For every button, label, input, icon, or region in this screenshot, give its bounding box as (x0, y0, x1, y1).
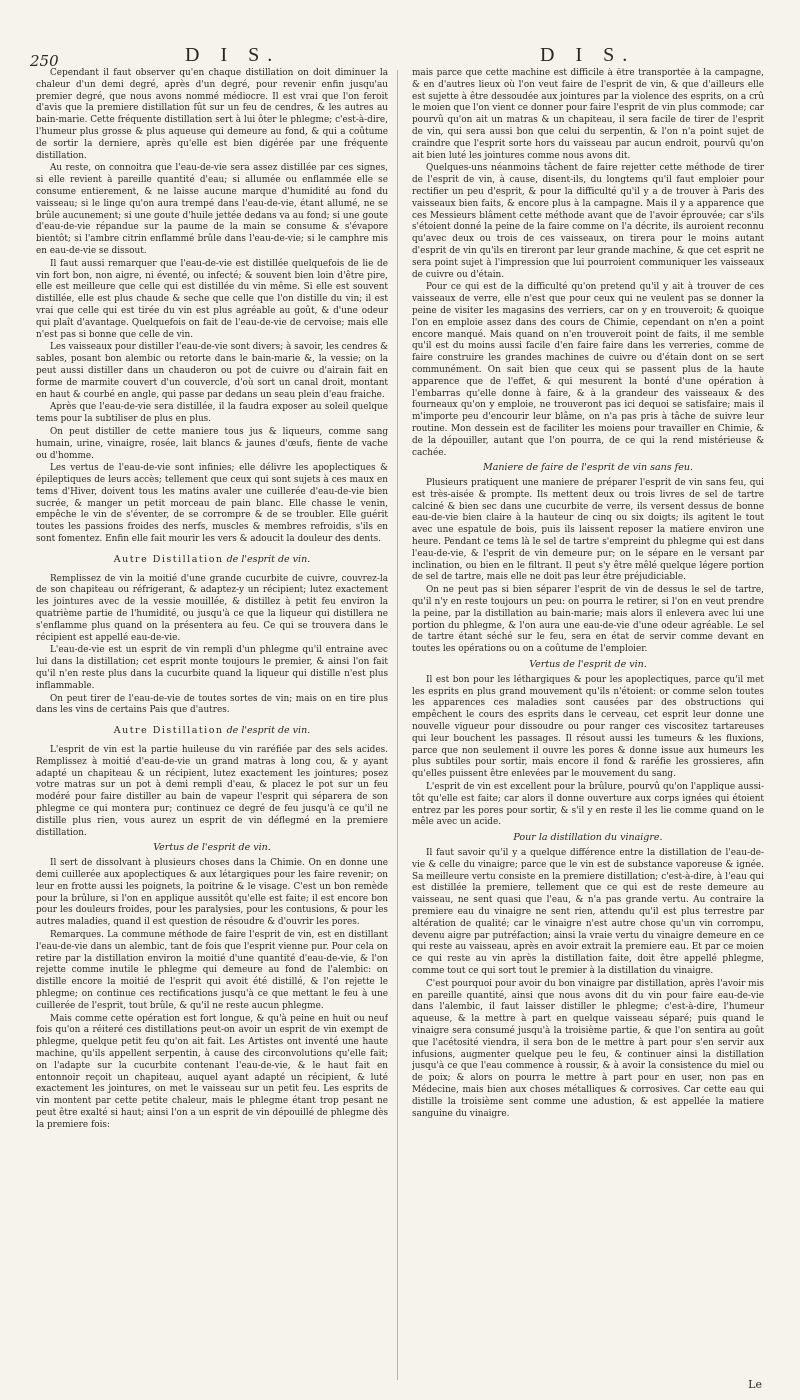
paragraph: Au reste, on connoitra que l'eau-de-vie sera assez distillée par ces signes, si elle revient à pareille quantité d'eau; si allumée ou enflammée elle se consume entierement, & ne laisse aucune marque d'humidité au fond du vaisseau; si le linge qu'on aura trempé dans l'eau-de-vie, étant allumé, ne se brûle aucunement; si une goute d'huile jettée dedans va au fond; si une goute d'eau-de-vie répandue sur la paume de la main se consume & s'évapore bientôt; si l'ambre citrin enflammé brûle dans l'eau-de-vie; si le camphre mis en eau-de-vie se dissout. (36, 163, 388, 256)
paragraph: C'est pourquoi pour avoir du bon vinaigre par distillation, après l'avoir mis en pareille quantité, ainsi que nous avons dit du vin pour faire eau-de-vie dans l'alembic, il faut laisser distiller le phlegme; c'est-à-dire, l'humeur aqueuse, & la mettre à part en quelque vaisseau séparé; puis quand le vinaigre sera consumé jusqu'à la troisième partie, & que l'on sentira au goût que l'acétosité viendra, il sera bon de le mettre à part pour s'en servir aux infusions, augmenter quelque peu le feu, & continuer ainsi la distillation jusqu'à ce que l'eau commence à roussir, & à avoir la consistence du miel ou de poix; & alors on pourra le mettre à part pour en user, non pas en Médecine, mais bien aux choses métalliques & corrosives. Car cette eau qui distille la troisième sent comme une adustion, & est appellée la matiere sanguine du vinaigre. (412, 978, 764, 1119)
section-heading (36, 725, 388, 737)
paragraph: L'esprit de vin est la partie huileuse du vin raréfiée par des sels acides. Remplissez à moitié d'eau-de-vie un grand matras à long cou, & y ayant adapté un chapiteau & un récipient, lutez exactement les jointures; posez votre matras sur un pot à demi rempli d'eau, & placez le pot sur un feu modéré pour faire distiller au bain de vapeur l'esprit qui séparera de son phlegme ce qui montera pur; continuez ce degré de feu jusqu'à ce qu'il ne distille plus rien, vous aurez un esprit de vin déflegmé en la premiere distillation. (36, 745, 388, 838)
page-number: 250 (30, 52, 59, 70)
running-head-left: D I S. (185, 44, 281, 66)
paragraph: Remplissez de vin la moitié d'une grande cucurbite de cuivre, couvrez-la de son chapiteau ou réfrigerant, & adaptez-y un récipient; lutez exactement les jointures avec de la vessie mouillée, & distillez à petit feu environ la quatrième partie de l'humidité, ou jusqu'à ce que la liqueur qui distillera ne s'enflamme plus quand on la présentera au feu. Ce qui se trouvera dans le récipient est appellé eau-de-vie. (36, 573, 388, 643)
right-text-column (412, 68, 764, 1386)
section-heading (36, 554, 388, 566)
paragraph: Il est bon pour les léthargiques & pour les apoplectiques, parce qu'il met les esprits en plus grand mouvement qu'ils n'étoient: or comme selon toutes les apparences ces maladies sont causées par des obstructions qui empêchent le cours des esprits dans le cerveau, cet esprit leur donne une nouvelle vigueur pour dissoudre ou pour ranger ces viscositez tartareuses qui leur bouchent les passages. Il résout aussi les tumeurs & les fluxions, parce que non seulement il ouvre les pores & donne issue aux humeurs les plus subtiles pour sortir, mais encore il fond & raréfie les grossieres, afin qu'elles puissent être enlevées par le mouvement du sang. (412, 674, 764, 780)
paragraph: Plusieurs pratiquent une maniere de préparer l'esprit de vin sans feu, qui est très-aisée & prompte. Ils mettent deux ou trois livres de sel de tartre calciné & bien sec dans une cucurbite de verre, ils versent dessus de bonne eau-de-vie bien claire à la hauteur de cinq ou six doigts; ils agitent le tout avec une espatule de bois, puis ils laissent reposer la matiere environ une heure. Pendant ce tems là le sel de tartre s'empreint du phlegme qui est dans l'eau-de-vie, & l'esprit de vin demeure pur; on le sépare en le versant par inclination, ou bien en le filtrant. Il peut s'y être mêlé quelque légere portion de sel de tartre, mais elle ne doit pas leur être préjudiciable. (412, 478, 764, 583)
paragraph: On peut tirer de l'eau-de-vie de toutes sortes de vin; mais on en tire plus dans les vins de certains Pais que d'autres. (36, 693, 388, 716)
paragraph: Quelques-uns néanmoins tâchent de faire rejetter cette méthode de tirer de l'esprit de vin, à cause, disent-ils, du longtems qu'il faut emploier pour rectifier un peu d'esprit, & pour la difficulté qu'il y a de trouver à Paris des vaisseaux bien faits, & encore plus à la campagne. Mais il y a apparence que ces Messieurs blâment cette méthode avant que de l'avoir éprouvée; car s'ils s'étoient donné la peine de la faire comme on l'a décrite, ils auroient reconnu qu'avec deux ou trois de ces vaisseaux, on tirera pour le moins autant d'esprit de vin qu'ils en tireront par leur grande machine, & que cet esprit ne sera point sujet à l'impression que lui pourroient communiquer les vaisseaux de cuivre ou d'étain. (412, 163, 764, 280)
paragraph: Il sert de dissolvant à plusieurs choses dans la Chimie. On en donne une demi cuillerée aux apoplectiques & aux létargiques pour les faire revenir; on leur en frotte aussi les poignets, la poitrine & le visage. C'est un bon remède pour la brûlure, si l'on en applique aussitôt qu'elle est faite; il est encore bon pour les douleurs froides, pour les paralysies, pour les contusions, & pour les autres maladies, quand il est question de résoudre & d'ouvrir les pores. (36, 858, 388, 928)
paragraph: Les vertus de l'eau-de-vie sont infinies; elle délivre les apoplectiques & épileptiques de leurs accès; tellement que ceux qui sont sujets à ces maux en tems d'Hiver, doivent tous les matins avaler une cuillerée d'eau-de-vie bien sucrée, & manger un petit morceau de pain blanc. Elle chasse le venin, empêche le vin de s'éventer, de se corrompre & de se troubler. Elle guérit toutes les passions froides des nerfs, muscles & membres refroidis, s'ils en sont fomentez. Enfin elle fait mourir les vers & adoucit la douleur des dents. (36, 463, 388, 545)
section-heading-caps: Autre Distillation (113, 725, 224, 737)
subsection-heading: Maniere de faire de l'esprit de vin sans feu. (483, 462, 693, 474)
paragraph: Mais comme cette opération est fort longue, & qu'à peine en huit ou neuf fois qu'on a réiteré ces distillations peut-on avoir un esprit de vin exempt de phlegme, quelque petit feu qu'on ait fait. Les Artistes ont inventé une haute machine, qu'ils appellent serpentin, à cause des circonvolutions qu'elle fait; on l'adapte sur la cucurbite contenant l'eau-de-vie, & le haut fait en entonnoir reçoit un chapiteau, auquel ayant adapté un récipient, & luté exactement les jointures, on met le vaisseau sur un petit feu. Les esprits de vin montent par cette petite chaleur, mais le phlegme étant trop pesant ne peut être exalté si haut; ainsi l'on a un esprit de vin dépouillé de phlegme dès la premiere fois: (36, 1013, 388, 1130)
paragraph: Pour ce qui est de la difficulté qu'on pretend qu'il y ait à trouver de ces vaisseaux de verre, elle n'est que pour ceux qui ne veulent pas se donner la peine de visiter les magasins des verriers, car on y en trouveroit; & quoique l'on en emploie assez dans des cours de Chimie, cependant on n'en a point encore manqué. Mais quand on n'en trouveroit point de faits, il me semble qu'il est du moins aussi facile d'en faire faire dans les verreries, comme de faire construire les grandes machines de cuivre ou d'étain dont on se sert communément. On sait bien que ceux qui se passent plus de la haute apparence que de l'effet, & qui mesurent la bonté d'une opération à l'embarras qu'elle donne à faire, & à la grandeur des vaisseaux & des fourneaux qu'on y emploie, ne trouveront pas ici dequoi se satisfaire; mais il m'importe peu d'encourir leur blâme, on n'a pas pris à tâche de suivre leur routine. Mon dessein est de faciliter les moiens pour travailler en Chimie, & de la dépouiller, autant que l'on pourra, de ce qui la rend mistérieuse & cachée. (412, 282, 764, 458)
paragraph: Il faut savoir qu'il y a quelque différence entre la distillation de l'eau-de-vie & celle du vinaigre; parce que le vin est de substance vaporeuse & ignée. Sa meilleure vertu consiste en la premiere distillation; c'est-à-dire, à l'eau qui est distillée la premiere, tellement que ce qui est de reste demeure au vaisseau, ne sent quasi que l'eau, & n'a pas grande vertu. Au contraire la premiere eau du vinaigre ne sent rien, attendu qu'il est plus terrestre par altération de qualité; car le vinaigre n'est autre chose qu'un vin corrompu, devenu aigre par putréfaction; ainsi la vraie vertu du vinaigre demeure en ce qui reste au vaisseau, après en avoir extrait la premiere eau. Et par ce moien ce qui reste au vin après la distillation faite, doit être appellé phlegme, comme tout ce qui sort tout le premier à la distillation du vinaigre. (412, 848, 764, 976)
paragraph: On ne peut pas si bien séparer l'esprit de vin de dessus le sel de tartre, qu'il n'y en reste toujours un peu: on pourra le retirer, si l'on en veut prendre la peine, par la distillation au bain-marie; mais alors il enlevera avec lui une portion du phlegme, & l'on aura une eau-de-vie d'une odeur agréable. Le sel de tartre étant séché sur le feu, sera en état de servir comme devant en toutes les opérations ou on a coûtume de l'emploier. (412, 585, 764, 655)
paragraph: mais parce que cette machine est difficile à être transportée à la campagne, & en d'autres lieux où l'on veut faire de l'esprit de vin, & que d'ailleurs elle est sujette à être dessoudée aux jointures par la violence des esprits, on a crû le moien que l'on vient ce donner pour faire l'esprit de vin plus commode; car pourvû qu'on ait un matras & un chapiteau, il sera facile de tirer de l'esprit de vin, qui sera aussi bon que celui du serpentin, & l'on n'a point sujet de craindre que l'esprit sorte hors du vaisseau par aucun endroit, pourvû qu'on ait bien luté les jointures comme nous avons dit. (412, 68, 764, 161)
paragraph: Les vaisseaux pour distiller l'eau-de-vie sont divers; à savoir, les cendres & sables, posant bon alembic ou retorte dans le bain-marie &, la vessie; on la peut aussi distiller dans un chauderon ou pot de cuivre ou d'airain fait en forme de marmite couvert d'un couvercle, d'où sort un canal droit, montant en haut & courbé en angle, qui passe par dedans un seau plein d'eau fraiche. (36, 342, 388, 400)
paragraph: On peut distiller de cette maniere tous jus & liqueurs, comme sang humain, urine, vinaigre, rosée, lait blancs & jaunes d'œufs, fiente de vache ou d'homme. (36, 426, 388, 461)
left-text-column (36, 68, 388, 1386)
catchword: Le (748, 1378, 762, 1391)
section-heading-caps: Autre Distillation (113, 553, 224, 565)
subsection-heading: Pour la distillation du vinaigre. (513, 832, 663, 844)
paragraph: L'eau-de-vie est un esprit de vin rempli d'un phlegme qu'il entraine avec lui dans la distillation; cet esprit monte toujours le premier, & ainsi l'on fait qu'il n'en reste plus dans la cucurbite quand la liqueur qui distille n'est plus inflammable. (36, 645, 388, 691)
subsection-heading: Vertus de l'esprit de vin. (529, 659, 647, 671)
paragraph: Il faut aussi remarquer que l'eau-de-vie est distillée quelquefois de lie de vin fort bon, non aigre, ni éventé, ou infecté; & souvent bien loin d'être pire, elle est meilleure que celle qui est distillée du vin même. Si elle est souvent distillée, elle est plus chaude & seche que celle que l'on distille du vin; il est vrai que celle qui est tirée du vin est plus agréable au goût, & d'une odeur qui plaît d'avantage. Quelquefois on fait de l'eau-de-vie de cervoise; mais elle n'est pas si bonne que celle de vin. (36, 258, 388, 340)
running-head-right: D I S. (540, 44, 636, 66)
section-heading-italic: de l'esprit de vin. (226, 725, 311, 737)
paragraph: Remarques. La commune méthode de faire l'esprit de vin, est en distillant l'eau-de-vie dans un alembic, tant de fois que l'esprit vienne pur. Pour cela on retire par la distillation environ la moitié d'une quantité d'eau-de-vie, & l'on rejette comme inutile le phlegme qui demeure au fond de l'alembic: on distille encore la moitié de l'esprit qui avoit été distillé, & l'on rejette le phlegme; on continue ces rectifications jusqu'à ce que mettant le feu à une cuillerée de l'esprit, tout brûle, & qu'il ne reste aucun phlegme. (36, 929, 388, 1011)
column-divider (397, 70, 398, 1380)
subsection-heading: Vertus de l'esprit de vin. (153, 842, 271, 854)
paragraph: L'esprit de vin est excellent pour la brûlure, pourvû qu'on l'applique aussi-tôt qu'elle est faite; car alors il donne ouverture aux corps ignées qui étoient entrez par les pores pour sortir, & s'il y en reste il les lie comme quand on le mêle avec un acide. (412, 782, 764, 828)
paragraph: Après que l'eau-de-vie sera distillée, il la faudra exposer au soleil quelque tems pour la subtiliser de plus en plus. (36, 402, 388, 425)
section-heading-italic: de l'esprit de vin. (226, 553, 311, 565)
paragraph: Cependant il faut observer qu'en chaque distillation on doit diminuer la chaleur d'un demi degré, après d'un degré, pour revenir enfin jusqu'au premier degré, que nous avons nommé médiocre. Il est vrai que l'on feroit d'avis que la premiere distillation fût sur un feu de cendres, & les autres au bain-marie. Cette fréquente distillation sert à lui ôter le phlegme; c'est-à-dire, l'humeur plus grosse & plus aqueuse qui demeure au fond, & qui a coûtume de sortir la derniere, après qu'elle est bien digérée par une fréquente distillation. (36, 68, 388, 161)
